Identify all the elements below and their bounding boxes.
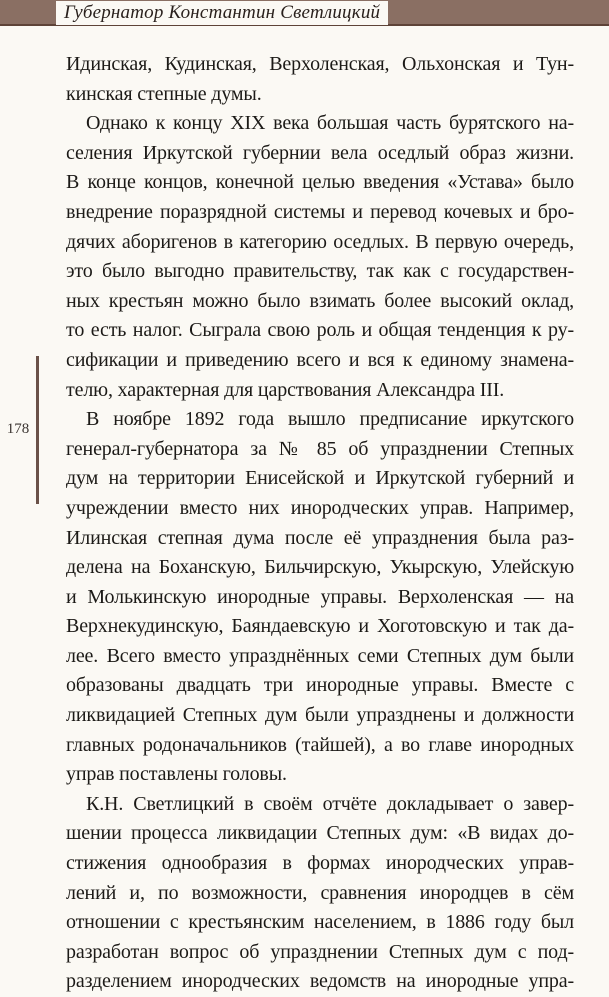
- text-line: и Молькинскую инородные управы. Верхоленская — на: [66, 585, 574, 608]
- text-line: Верхнекудинскую, Баяндаевскую и Хоготовскую и так да-: [66, 615, 574, 638]
- text-line: это было выгодно правительству, так как с государствен-: [66, 260, 574, 283]
- text-line: сификации и приведению всего и вся к единому знамена-: [66, 348, 574, 371]
- text-line: Идинская, Кудинская, Верхоленская, Ольхонская и Тун-: [66, 53, 574, 75]
- text-line: управ поставлены головы.: [66, 763, 287, 786]
- text-line: стижения однообразия в формах инородческих управ-: [66, 852, 574, 875]
- text-line: селения Иркутской губернии вела оседлый образ жизни.: [66, 141, 574, 164]
- text-line: дум на территории Енисейской и Иркутской губерний и: [66, 467, 574, 490]
- text-line: Однако к концу XIX века большая часть бурятского на-: [86, 112, 574, 135]
- text-line: К.Н. Светлицкий в своём отчёте докладывает о завер-: [86, 792, 574, 815]
- text-line: делена на Боханскую, Бильчирскую, Укырскую, Улейскую: [66, 556, 574, 579]
- text-line: учреждении вместо них инородческих управ. Например,: [66, 496, 574, 519]
- text-line: телю, характерная для царствования Александра III.: [66, 378, 505, 401]
- body-text: [66, 50, 574, 997]
- page-number: 178: [6, 421, 30, 437]
- text-line: генерал-губернатора за № 85 об упразднении Степных: [66, 437, 574, 460]
- text-line: образованы двадцать три инородные управы. Вместе с: [66, 674, 574, 697]
- text-line: В ноябре 1892 года вышло предписание иркутского: [86, 408, 574, 431]
- margin-rule: [36, 356, 39, 504]
- text-line: разделением инородческих ведомств на инородные упра-: [66, 970, 574, 993]
- text-line: главных родоначальников (тайшей), а во главе инородных: [66, 733, 574, 756]
- running-header-title: Губернатор Константин Светлицкий: [56, 1, 388, 25]
- text-line: шении процесса ликвидации Степных дум: «В видах до-: [66, 822, 574, 845]
- running-header-band: [0, 0, 609, 26]
- text-line: Илинская степная дума после её упразднения была раз-: [66, 526, 574, 549]
- text-line: лее. Всего вместо упразднённых семи Степных дум были: [66, 644, 574, 667]
- text-line: дячих аборигенов в категорию оседлых. В первую очередь,: [66, 230, 574, 253]
- text-line: В конце концов, конечной целью введения «Устава» было: [66, 171, 574, 194]
- text-line: лений и, по возможности, сравнения инородцев в сём: [66, 881, 574, 904]
- text-line: ных крестьян можно было взимать более высокий оклад,: [66, 289, 574, 312]
- text-line: то есть налог. Сыграла свою роль и общая тенденция к ру-: [66, 319, 574, 342]
- text-line: ликвидацией Степных дум были упразднены и должности: [66, 704, 574, 727]
- text-line: кинская степные думы.: [66, 82, 262, 105]
- text-line: разработан вопрос об упразднении Степных дум с под-: [66, 940, 574, 963]
- text-line: внедрение поразрядной системы и перевод кочевых и бро-: [66, 200, 574, 223]
- text-line: отношении с крестьянским населением, в 1886 году был: [66, 911, 574, 934]
